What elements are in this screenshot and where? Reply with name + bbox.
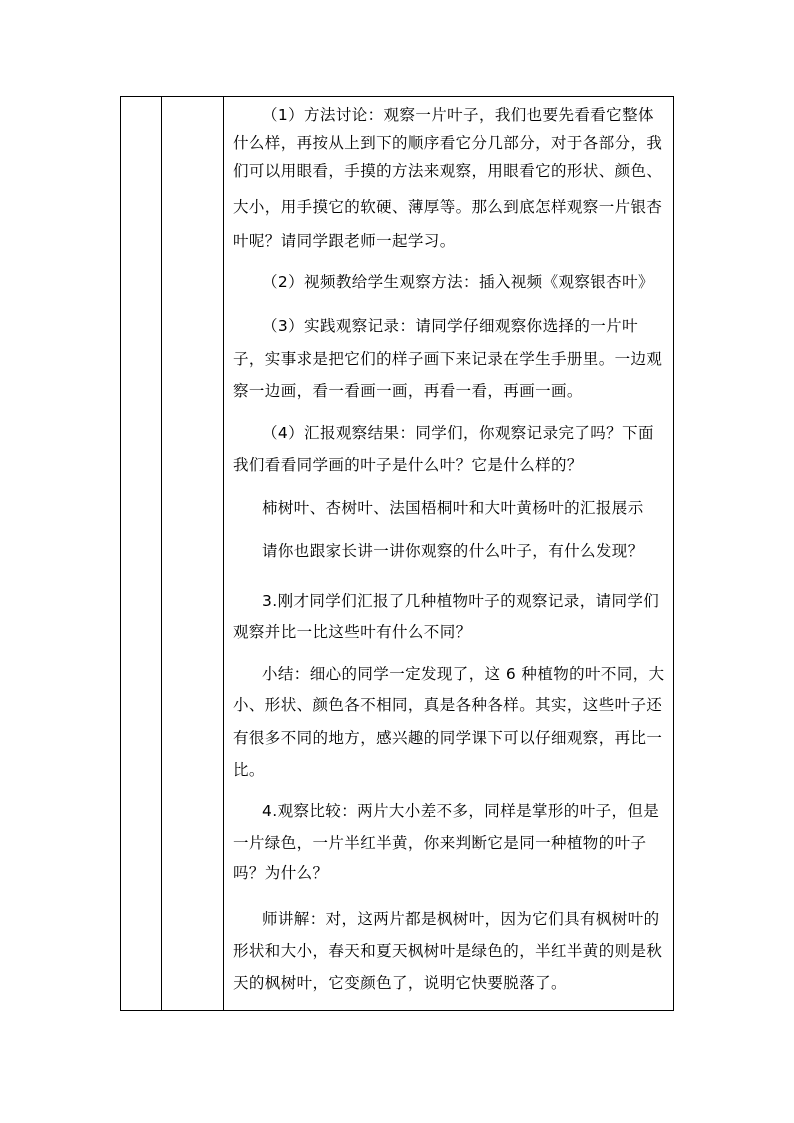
paragraph-8-line-2: 小、形状、颜色各不相同，真是各种各样。其实，这些叶子还 <box>233 696 663 714</box>
paragraph-1-line-5: 叶呢？请同学跟老师一起学习。 <box>233 232 456 250</box>
paragraph-8-line-4: 比。 <box>233 761 265 779</box>
paragraph-4-line-1: （4）汇报观察结果：同学们，你观察记录完了吗？下面 <box>262 424 654 442</box>
paragraph-3-line-1: （3）实践观察记录：请同学仔细观察你选择的一片叶 <box>262 317 638 335</box>
paragraph-10-line-1: 师讲解：对，这两片都是枫树叶，因为它们具有枫树叶的 <box>262 910 660 928</box>
paragraph-1-line-4: 大小，用手摸它的软硬、薄厚等。那么到底怎样观察一片银杏 <box>233 198 663 216</box>
paragraph-9-line-2: 一片绿色，一片半红半黄，你来判断它是同一种植物的叶子 <box>233 834 647 852</box>
paragraph-5-line-1: 柿树叶、杏树叶、法国梧桐叶和大叶黄杨叶的汇报展示 <box>262 499 644 517</box>
paragraph-1-line-3: 们可以用眼看，手摸的方法来观察，用眼看它的形状、颜色、 <box>233 162 663 180</box>
paragraph-1-line-1: （1）方法讨论：观察一片叶子，我们也要先看看它整体 <box>262 106 654 124</box>
paragraph-1-line-2: 什么样，再按从上到下的顺序看它分几部分，对于各部分，我 <box>233 134 663 152</box>
paragraph-6-line-1: 请你也跟家长讲一讲你观察的什么叶子，有什么发现？ <box>262 542 644 560</box>
paragraph-9-line-3: 吗？为什么？ <box>233 864 329 882</box>
lesson-table <box>120 96 674 1011</box>
paragraph-10-line-2: 形状和大小，春天和夏天枫树叶是绿色的，半红半黄的则是秋 <box>233 942 663 960</box>
paragraph-7-line-2: 观察并比一比这些叶有什么不同？ <box>233 623 472 641</box>
paragraph-8-line-3: 有很多不同的地方，感兴趣的同学课下可以仔细观察，再比一 <box>233 729 663 747</box>
paragraph-3-line-3: 察一边画，看一看画一画，再看一看，再画一画。 <box>233 382 583 400</box>
paragraph-8-line-1: 小结：细心的同学一定发现了，这 6 种植物的叶不同，大 <box>262 665 665 683</box>
paragraph-7-line-1: 3.刚才同学们汇报了几种植物叶子的观察记录，请同学们 <box>262 592 660 610</box>
paragraph-9-line-1: 4.观察比较：两片大小差不多，同样是掌形的叶子，但是 <box>262 802 660 820</box>
paragraph-2-line-1: （2）视频教给学生观察方法：插入视频《观察银杏叶》 <box>262 273 654 291</box>
paragraph-4-line-2: 我们看看同学画的叶子是什么叶？它是什么样的？ <box>233 456 583 474</box>
column-divider-1 <box>161 97 162 1010</box>
paragraph-10-line-3: 天的枫树叶，它变颜色了，说明它快要脱落了。 <box>233 974 567 992</box>
paragraph-3-line-2: 子，实事求是把它们的样子画下来记录在学生手册里。一边观 <box>233 350 663 368</box>
content-cell <box>224 97 673 1010</box>
